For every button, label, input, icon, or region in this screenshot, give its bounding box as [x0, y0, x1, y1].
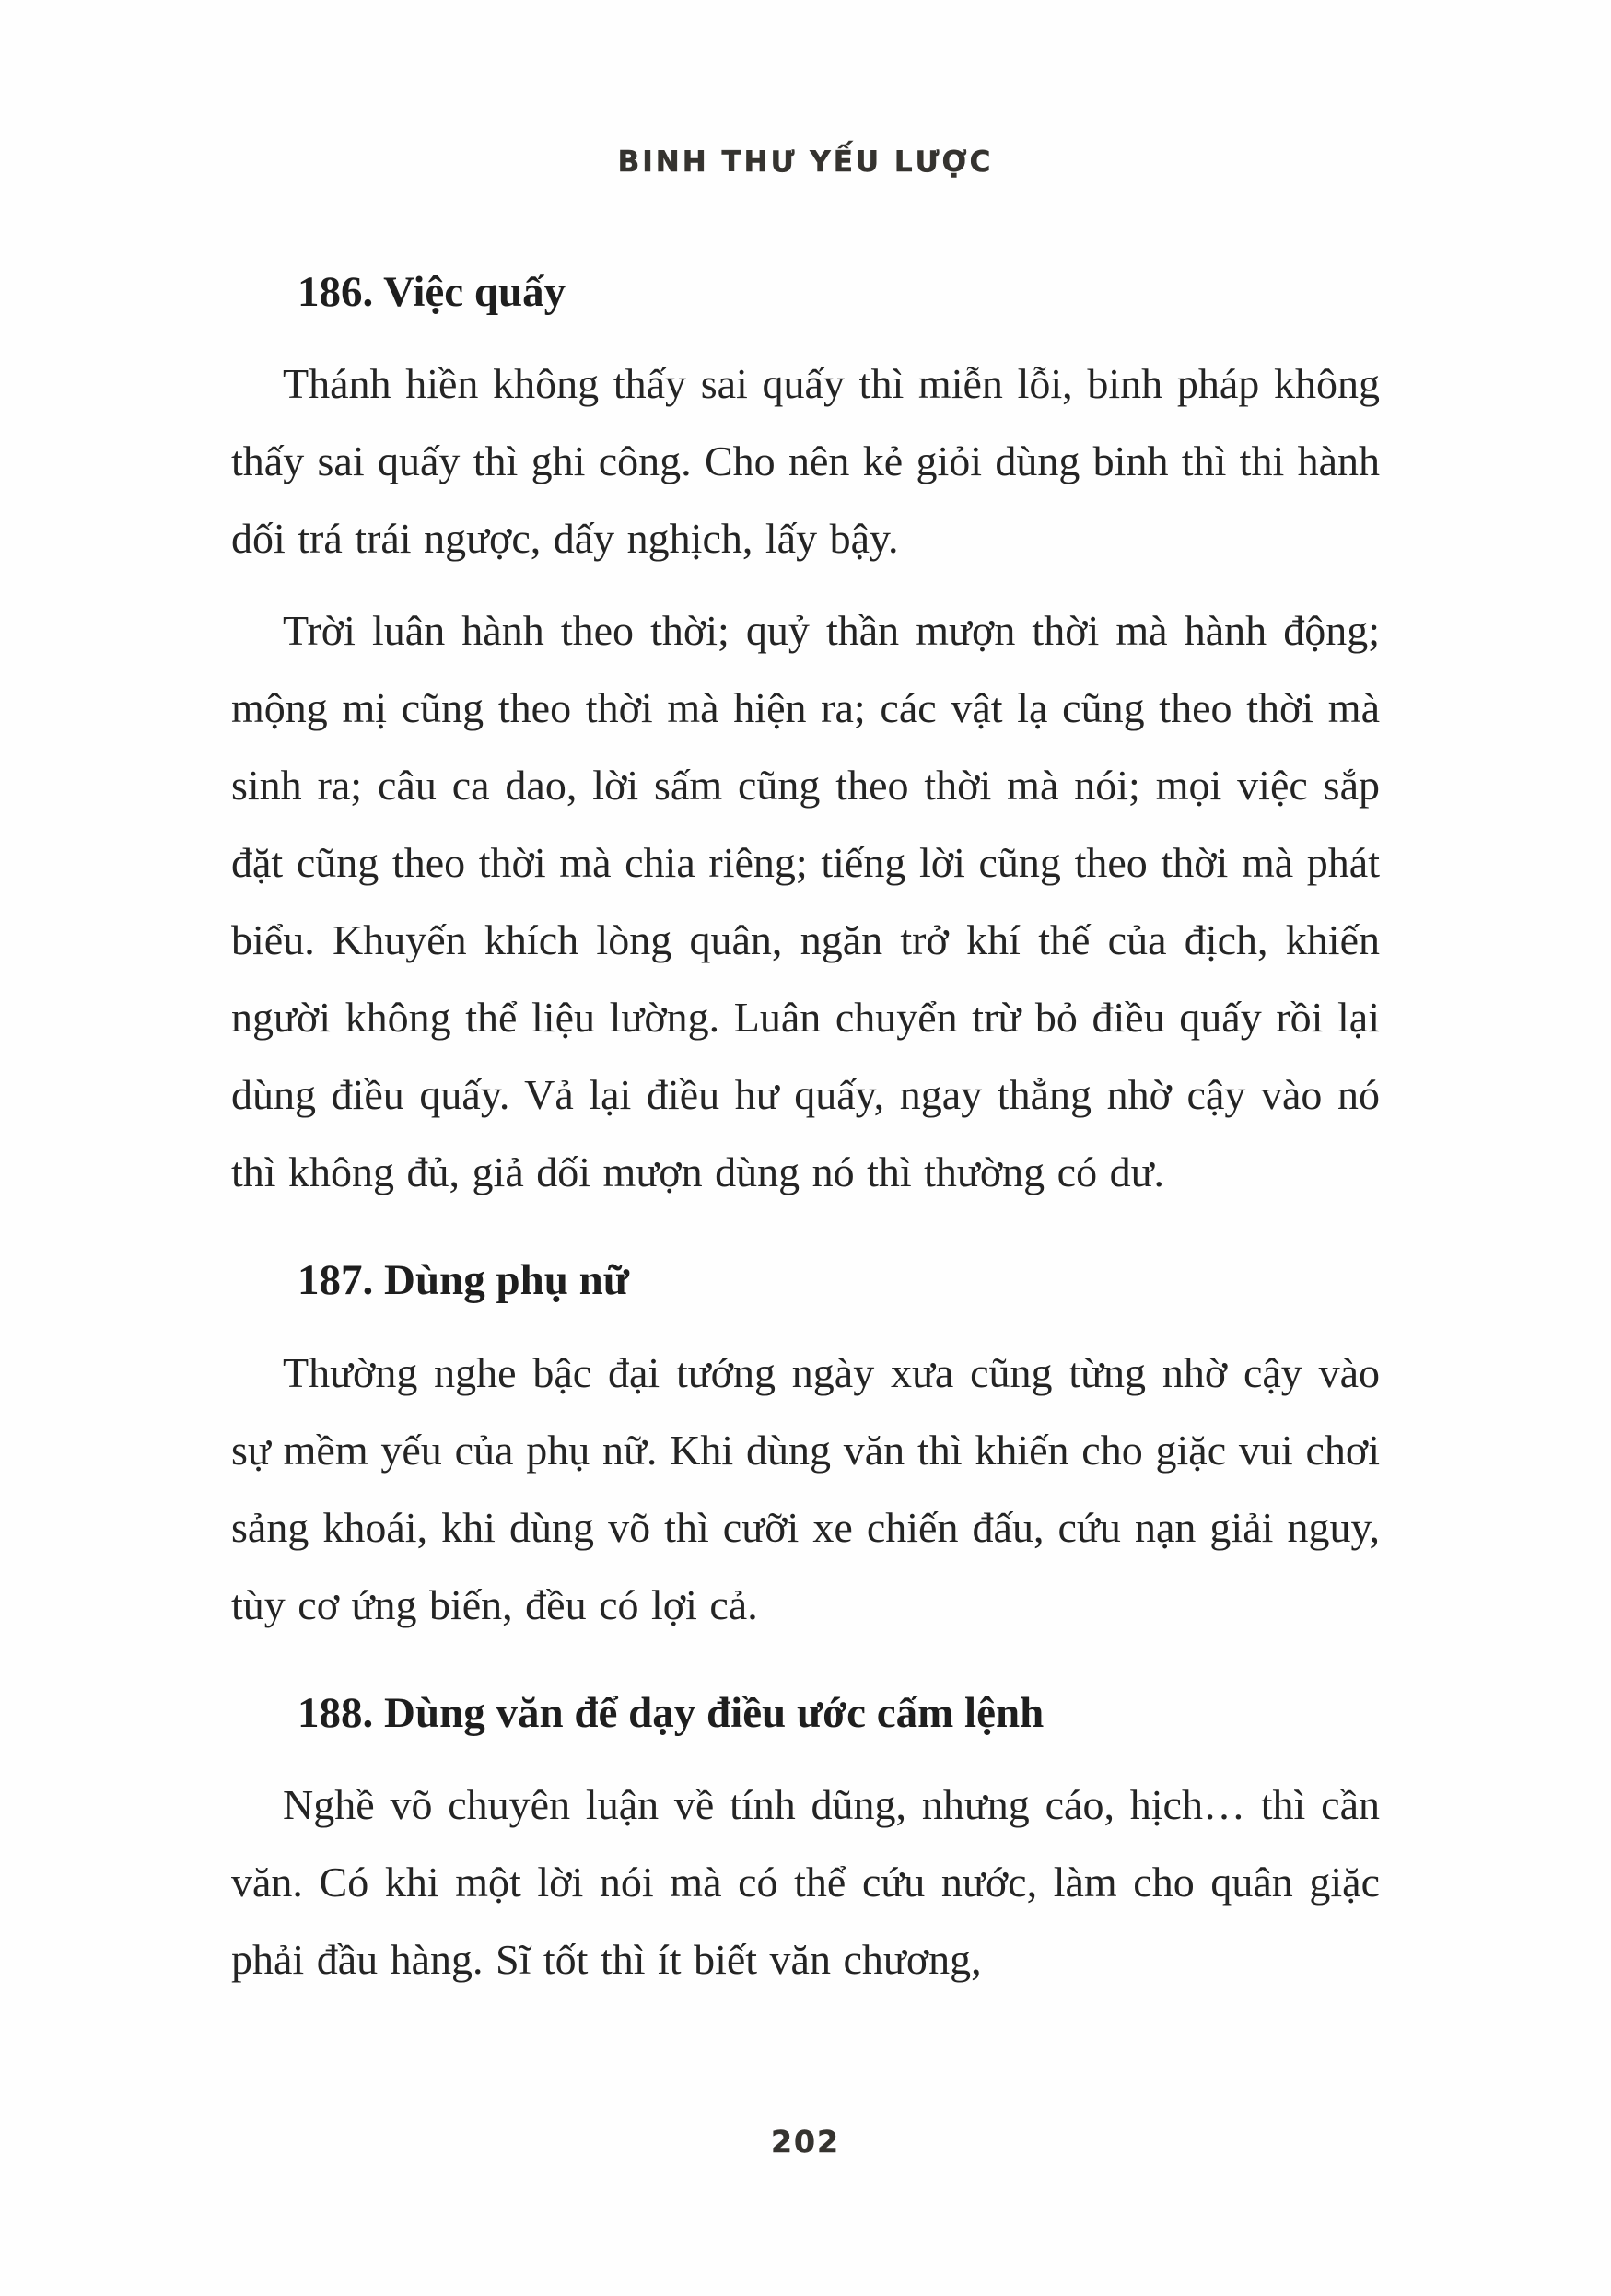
page-body	[231, 263, 1380, 2013]
section-heading-187: 187. Dùng phụ nữ	[298, 1256, 629, 1305]
section-188-paragraph-1: Nghề võ chuyên luận về tính dũng, nhưng cáo, hịch… thì cần văn. Có khi một lời nói mà có thể cứu nước, làm cho quân giặc phải đầu hàng. Sĩ tốt thì ít biết văn chương,	[231, 1781, 1380, 1984]
section-187-paragraph-1: Thường nghe bậc đại tướng ngày xưa cũng từng nhờ cậy vào sự mềm yếu của phụ nữ. Khi dùng văn thì khiến cho giặc vui chơi sảng khoái, khi dùng võ thì cưỡi xe chiến đấu, cứu nạn giải nguy, tùy cơ ứng biến, đều có lợi cả.	[231, 1348, 1380, 1628]
section-heading-188: 188. Dùng văn để dạy điều ước cấm lệnh	[298, 1688, 1045, 1737]
section-186-paragraph-2: Trời luân hành theo thời; quỷ thần mượn thời mà hành động; mộng mị cũng theo thời mà hiện ra; các vật lạ cũng theo thời mà sinh ra; câu ca dao, lời sấm cũng theo thời mà nói; mọi việc sắp đặt cũng theo thời mà chia riêng; tiếng lời cũng theo thời mà phát biểu. Khuyến khích lòng quân, ngăn trở khí thế của địch, khiến người không thể liệu lường. Luân chuyển trừ bỏ điều quấy rồi lại dùng điều quấy. Vả lại điều hư quấy, ngay thẳng nhờ cậy vào nó thì không đủ, giả dối mượn dùng nó thì thường có dư.	[231, 607, 1380, 1196]
page-number: 202	[771, 2124, 840, 2160]
running-header-title: BINH THƯ YẾU LƯỢC	[617, 146, 994, 179]
section-heading-186: 186. Việc quấy	[298, 268, 566, 316]
section-186-paragraph-1: Thánh hiền không thấy sai quấy thì miễn lỗi, binh pháp không thấy sai quấy thì ghi công. Cho nên kẻ giỏi dùng binh thì thi hành dối trá trái ngược, dấy nghịch, lấy bậy.	[231, 360, 1380, 563]
